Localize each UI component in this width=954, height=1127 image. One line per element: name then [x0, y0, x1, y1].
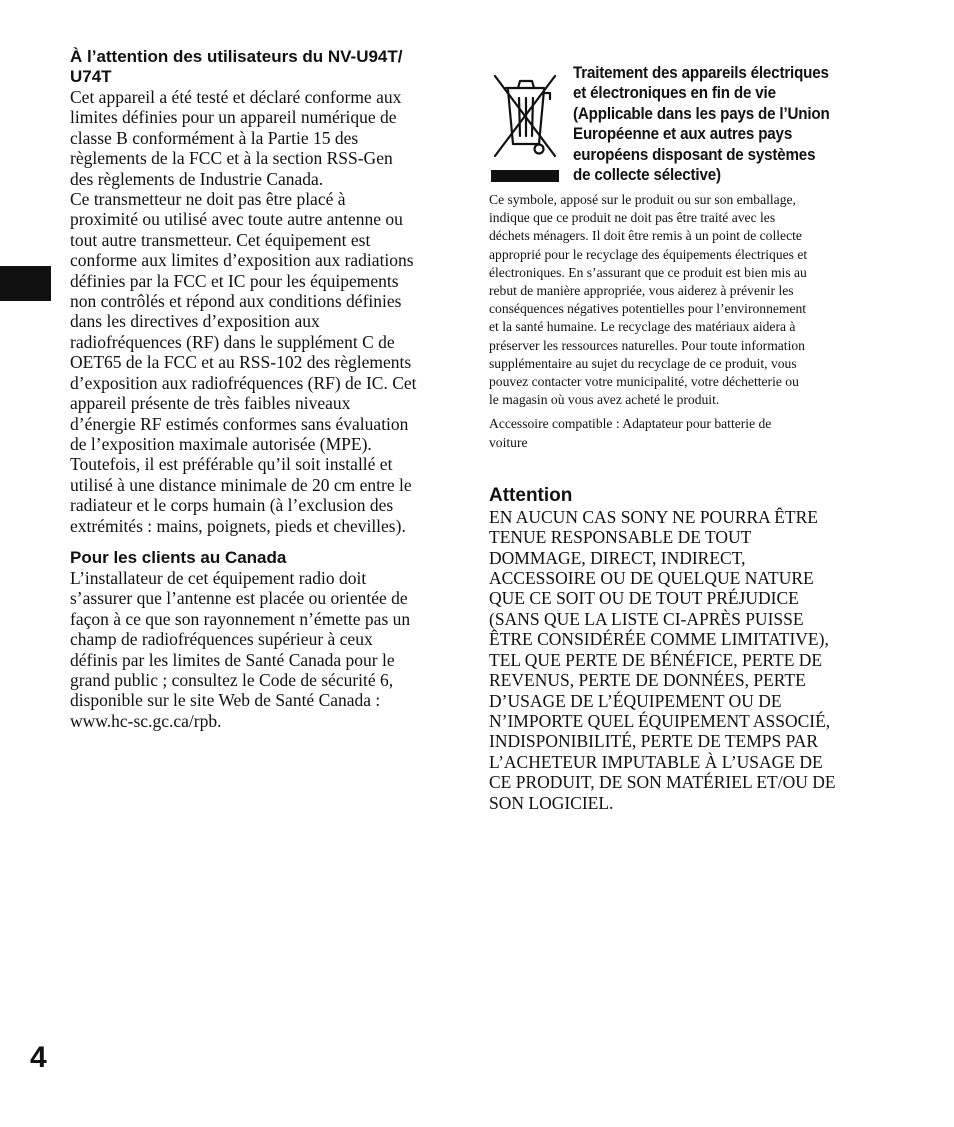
fcc-section-heading: À l’attention des utilisateurs du NV-U94T/ U74T: [70, 47, 403, 86]
fcc-section-text: Cet appareil a été testé et déclaré conforme aux limites définies pour un appareil numérique de classe B conformément à la Partie 15 des règlements de la FCC et à la section RSS-Gen des règlements de Industrie Canada. Ce transmetteur ne doit pas être placé à proximité ou utilisé avec toute autre antenne ou tout autre transmetteur. Cet équipement est conforme aux limites d’exposition aux radiations définies par la FCC et IC pour les équipements non contrôlés et répond aux conditions définies dans les directives d’exposition aux radiofréquences (RF) dans le supplément C de OET65 de la FCC et au RSS-102 des règlements d’exposition aux radiofréquences (RF) de IC. Cet appareil présente de très faibles niveaux d’énergie RF estimés conformes sans évaluation de l’exposition maximale autorisée (MPE). Toutefois, il est préférable qu’il soit installé et utilisé à une distance minimale de 20 cm entre le radiateur et le corps humain (à l’exclusion des extrémités : mains, poignets, pieds et chevilles).: [70, 87, 417, 536]
attention-heading: Attention: [489, 484, 573, 506]
weee-heading: Traitement des appareils électriques et électroniques en fin de vie (Applicable dans les pays de l’Union Européenne et aux autres pays européens disposant de systèmes de collecte sélective): [573, 64, 830, 185]
attention-text: EN AUCUN CAS SONY NE POURRA ÊTRE TENUE RESPONSABLE DE TOUT DOMMAGE, DIRECT, INDIRECT, ACCESSOIRE OU DE QUELQUE NATURE QUE CE SOIT OU DE TOUT PRÉJUDICE (SANS QUE LA LISTE CI-APRÈS PUISSE ÊTRE CONSIDÉRÉE COMME LIMITATIVE), TEL QUE PERTE DE BÉNÉFICE, PERTE DE REVENUS, PERTE DE DONNÉES, PERTE D’USAGE DE L’ÉQUIPEMENT OU DE N’IMPORTE QUEL ÉQUIPEMENT ASSOCIÉ, INDISPONIBILITÉ, PERTE DE TEMPS PAR L’ACHETEUR IMPUTABLE À L’USAGE DE CE PRODUIT, DE SON MATÉRIEL ET/OU DE SON LOGICIEL.: [489, 506, 836, 813]
section-tab-marker: [0, 266, 51, 301]
canada-section-text: L’installateur de cet équipement radio doit s’assurer que l’antenne est placée ou orientée de façon à ce que son rayonnement n’émette pas un champ de radiofréquences supérieur à ceux définis par les limites de Santé Canada pour le grand public ; consultez le Code de sécurité 6, disponible sur le site Web de Santé Canada : www.hc-sc.gc.ca/rpb.: [70, 567, 411, 731]
weee-block: [489, 60, 869, 188]
left-column: [70, 47, 450, 731]
weee-text: Ce symbole, apposé sur le produit ou sur son emballage, indique que ce produit ne doit pas être traité avec les déchets ménagers. Il doit être remis à un point de collecte approprié pour le recyclage des équipements électriques et électroniques. En s’assurant que ce produit est bien mis au rebut de manière appropriée, vous aiderez à prévenir les conséquences négatives potentielles pour l’environnement et la santé humaine. Le recyclage des matériaux aidera à préserver les ressources naturelles. Pour toute information supplémentaire au sujet du recyclage de ce produit, vous pouvez contacter votre municipalité, votre déchetterie ou le magasin où vous avez acheté le produit.: [489, 192, 808, 408]
right-column: [489, 60, 869, 813]
accessory-text: Accessoire compatible : Adaptateur pour batterie de voiture: [489, 416, 772, 450]
canada-section-heading: Pour les clients au Canada: [70, 547, 287, 567]
crossed-out-wheelie-bin-icon: [489, 66, 561, 186]
page-number: 4: [30, 1041, 47, 1074]
